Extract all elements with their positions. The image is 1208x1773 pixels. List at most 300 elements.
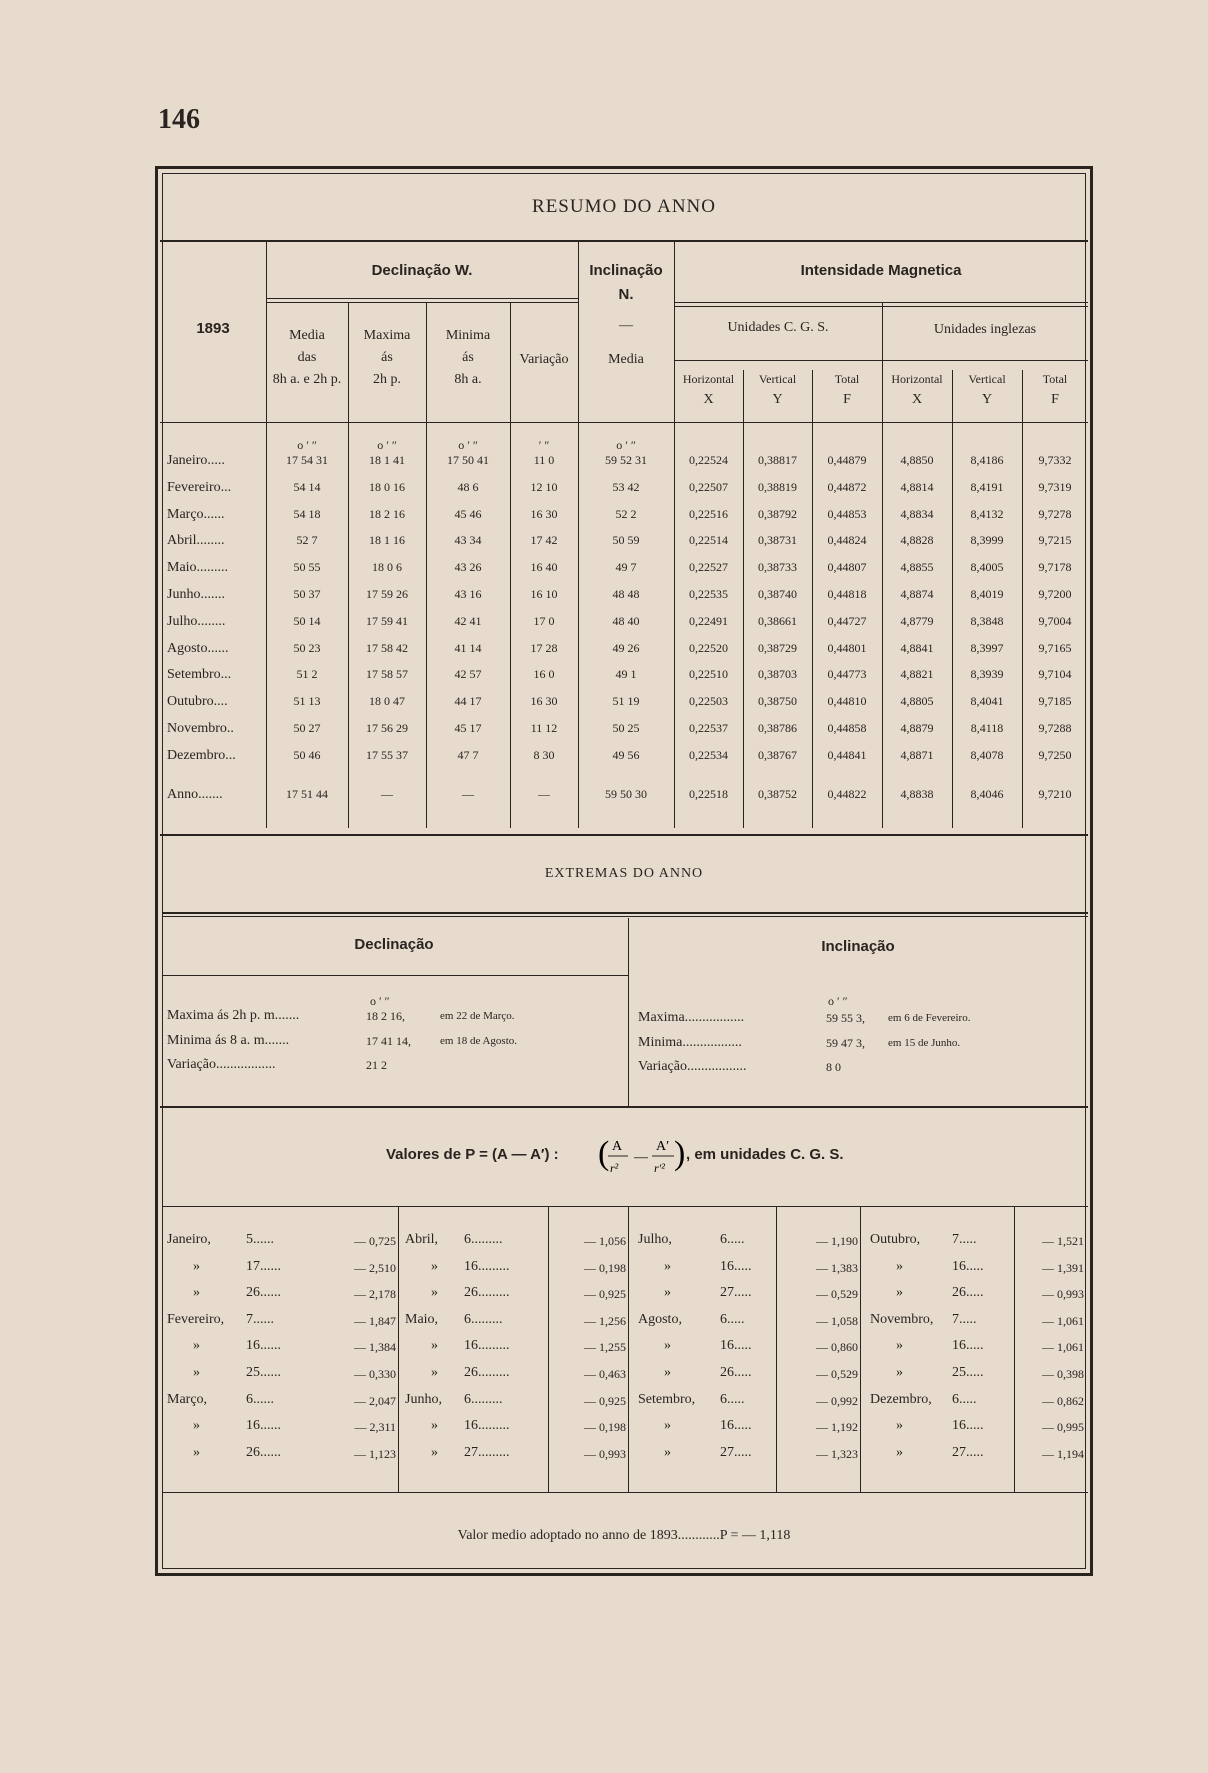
- cell-variacao: 16 0: [533, 667, 555, 682]
- extremas-decl-label: Minima ás 8 a. m.......: [167, 1032, 290, 1048]
- month-label: Junho.......: [167, 587, 225, 602]
- cell-cy: 0,38752: [758, 787, 797, 801]
- valores-value: — 1,847: [354, 1313, 396, 1328]
- valores-day: 6.....: [720, 1311, 745, 1327]
- table-row: [0, 748, 1208, 768]
- valores-value: — 1,056: [584, 1234, 626, 1248]
- sub-col-letter: F: [1051, 392, 1059, 407]
- cell-cx: 0,22491: [689, 613, 728, 628]
- cell-maxima: 17 59 26: [366, 587, 408, 601]
- cell-iy: 8,4186: [970, 453, 1004, 467]
- svg-text:A′: A′: [656, 1139, 670, 1154]
- valores-label: Janeiro,: [167, 1232, 211, 1247]
- cell-iy: 8,3999: [970, 533, 1004, 548]
- page-number: 146: [158, 104, 200, 135]
- col-maxima-2: ás: [381, 350, 393, 365]
- valores-label: Junho,: [405, 1391, 442, 1407]
- cell-incl: 49 7: [615, 560, 637, 575]
- month-label: Abril........: [167, 533, 225, 549]
- cell-minima: 43 34: [454, 533, 482, 548]
- cell-incl: 49 26: [612, 640, 640, 655]
- cell-minima: 47 7: [457, 747, 479, 762]
- cell-minima: 43 26: [454, 560, 482, 575]
- divider: [162, 1492, 1088, 1493]
- sub-col-letter: X: [911, 392, 923, 407]
- valores-day: 27.....: [720, 1285, 752, 1301]
- cell-cf: 0,44853: [827, 506, 867, 521]
- extremas-incl-label: Maxima.................: [638, 1010, 745, 1025]
- units-label: ′ ″: [538, 438, 550, 452]
- cell-ix: 4,8879: [900, 721, 934, 735]
- cell-incl: 59 50 30: [605, 787, 647, 801]
- col-divider: [1014, 1206, 1015, 1492]
- cell-maxima: 17 56 29: [366, 721, 408, 735]
- table-row: [0, 721, 1208, 741]
- cell-variacao: 17 28: [530, 640, 558, 655]
- valores-label: »: [193, 1444, 200, 1460]
- extremas-decl-note: em 22 de Março.: [440, 1010, 515, 1022]
- cell-maxima: 17 55 37: [366, 747, 408, 762]
- col-minima-1: Minima: [445, 328, 491, 343]
- valores-label: »: [431, 1285, 438, 1301]
- cell-ix: 4,8814: [900, 479, 934, 494]
- cell-cy: 0,38792: [758, 506, 797, 521]
- extremas-title: EXTREMAS DO ANNO: [544, 866, 704, 881]
- valores-value: — 2,510: [354, 1260, 396, 1275]
- cell-ix: 4,8850: [900, 453, 934, 467]
- cell-variacao: 8 30: [533, 747, 555, 762]
- divider: [674, 302, 1088, 303]
- valores-label: Outubro,: [870, 1232, 921, 1247]
- sub-col-name: Total: [1042, 372, 1068, 386]
- valores-day: 16.....: [952, 1338, 984, 1354]
- extremas-incl-note: em 15 de Junho.: [888, 1036, 961, 1049]
- valores-value: — 0,463: [584, 1367, 626, 1381]
- cell-cy: 0,38786: [758, 721, 797, 735]
- cell-cx: 0,22537: [689, 721, 728, 735]
- cell-media: 50 37: [293, 587, 321, 601]
- valores-value: — 1,391: [1042, 1260, 1084, 1275]
- resumo-title: RESUMO DO ANNO: [532, 196, 716, 217]
- valores-day: 26.....: [720, 1365, 752, 1380]
- valores-day: 16.....: [720, 1338, 752, 1354]
- cell-iy: 8,4005: [970, 560, 1004, 575]
- valores-value: — 1,521: [1042, 1234, 1084, 1248]
- valores-day: 16.........: [464, 1418, 510, 1434]
- valores-value: — 1,323: [816, 1446, 858, 1461]
- valores-day: 5......: [246, 1232, 274, 1247]
- units-label: o ′ ″: [616, 438, 636, 452]
- valores-label: »: [896, 1338, 903, 1354]
- valores-value: — 0,993: [584, 1446, 626, 1461]
- cell-ix: 4,8838: [900, 787, 934, 801]
- valores-day: 6.....: [952, 1391, 977, 1407]
- valores-day: 6.........: [464, 1311, 503, 1327]
- incl-units: o ′ ″: [828, 994, 848, 1008]
- divider: [160, 240, 1088, 242]
- valores-day: 26.........: [464, 1365, 510, 1380]
- cell-variacao: 16 30: [530, 506, 558, 521]
- month-label: Fevereiro...: [167, 479, 232, 495]
- valores-label: »: [664, 1258, 671, 1274]
- valores-day: 25.....: [952, 1365, 984, 1380]
- cell-minima: 45 46: [454, 506, 482, 521]
- valores-label: »: [896, 1285, 903, 1301]
- valores-label: »: [896, 1258, 903, 1274]
- valores-day: 7.....: [952, 1311, 977, 1327]
- valores-label: »: [896, 1444, 903, 1460]
- valores-label: Agosto,: [638, 1311, 682, 1327]
- cell-if: 9,7104: [1038, 667, 1072, 682]
- cell-minima: 42 57: [454, 667, 482, 682]
- cell-maxima: 17 58 57: [366, 667, 408, 682]
- month-label: Anno.......: [167, 787, 223, 802]
- extremas-decl-label: Maxima ás 2h p. m.......: [167, 1008, 300, 1023]
- col-maxima-3: 2h p.: [373, 372, 401, 387]
- cell-media: 17 51 44: [286, 787, 328, 801]
- cell-iy: 8,4191: [970, 479, 1004, 494]
- valores-value: — 1,061: [1042, 1313, 1084, 1328]
- month-label: Setembro...: [167, 667, 232, 683]
- valores-label: »: [664, 1444, 671, 1460]
- cell-iy: 8,4132: [970, 506, 1004, 521]
- cell-media: 51 2: [296, 667, 318, 682]
- svg-text:A: A: [612, 1139, 623, 1154]
- valores-label: Maio,: [405, 1311, 439, 1327]
- sub-col-name: Horizontal: [682, 372, 735, 386]
- valores-label: »: [896, 1418, 903, 1434]
- valores-value: — 0,529: [816, 1367, 858, 1381]
- sub-col-name: Total: [834, 372, 860, 386]
- valores-label: »: [431, 1444, 438, 1460]
- col-minima-3: 8h a.: [454, 372, 482, 387]
- cell-ix: 4,8874: [900, 587, 934, 601]
- month-label: Novembro..: [167, 721, 234, 736]
- cell-minima: 43 16: [454, 587, 482, 601]
- cell-cf: 0,44824: [827, 533, 867, 548]
- cell-incl: 50 59: [612, 533, 640, 548]
- ingl-label: Unidades inglezas: [933, 322, 1037, 337]
- valores-label: »: [664, 1365, 671, 1380]
- table-row-anno: [0, 787, 1208, 807]
- cell-cx: 0,22520: [689, 640, 728, 655]
- valores-day: 16......: [246, 1418, 281, 1434]
- inclinacao-header: Inclinação: [589, 262, 663, 279]
- cell-cx: 0,22534: [689, 747, 728, 762]
- valores-label: Julho,: [638, 1232, 672, 1247]
- cell-cy: 0,38819: [758, 479, 797, 494]
- cell-media: 54 18: [293, 506, 321, 521]
- valores-day: 7.....: [952, 1232, 977, 1247]
- valores-day: 26.....: [952, 1285, 984, 1301]
- divider: [266, 298, 578, 299]
- table-row: [0, 641, 1208, 661]
- valores-value: — 0,862: [1042, 1393, 1084, 1408]
- valores-value: — 1,383: [816, 1260, 858, 1275]
- divider: [162, 975, 628, 976]
- cell-incl: 49 1: [615, 667, 637, 682]
- incl-media: Media: [608, 352, 644, 367]
- valores-day: 16.........: [464, 1258, 510, 1274]
- sub-col-letter: Y: [981, 392, 993, 407]
- extremas-decl-value: 21 2: [366, 1058, 387, 1072]
- cell-media: 51 13: [293, 694, 321, 709]
- cell-cy: 0,38731: [758, 533, 797, 548]
- cgs-label: Unidades C. G. S.: [727, 320, 829, 335]
- valores-value: — 0,398: [1042, 1367, 1084, 1381]
- valores-day: 6.....: [720, 1232, 745, 1247]
- svg-text:—: —: [634, 1150, 648, 1165]
- valores-day: 6.....: [720, 1391, 745, 1407]
- cell-media: 50 14: [293, 613, 321, 628]
- cell-cf: 0,44773: [827, 667, 867, 682]
- extremas-declinacao-title: Declinação: [354, 936, 434, 953]
- cell-media: 50 23: [293, 640, 321, 655]
- valores-label: Dezembro,: [870, 1391, 932, 1407]
- cell-cy: 0,38729: [758, 640, 797, 655]
- valores-day: 26......: [246, 1285, 281, 1301]
- table-row: [0, 667, 1208, 687]
- valores-label: »: [664, 1285, 671, 1301]
- valores-value: — 2,178: [354, 1287, 396, 1302]
- cell-maxima: 18 2 16: [369, 506, 405, 521]
- cell-iy: 8,4046: [970, 787, 1004, 801]
- valores-value: — 0,529: [816, 1287, 858, 1302]
- sub-col-name: Horizontal: [891, 372, 943, 386]
- table-row: [0, 507, 1208, 527]
- valores-value: — 0,925: [584, 1287, 626, 1302]
- cell-cx: 0,22514: [689, 533, 728, 548]
- valores-day: 6......: [246, 1391, 274, 1407]
- valores-label: »: [193, 1418, 200, 1434]
- extremas-decl-value: 18 2 16,: [366, 1009, 405, 1023]
- valores-day: 16.....: [952, 1258, 984, 1274]
- cell-variacao: 16 30: [530, 694, 558, 709]
- extremas-incl-value: 59 47 3,: [826, 1035, 865, 1050]
- extremas-incl-value: 59 55 3,: [826, 1011, 865, 1025]
- formula: [596, 1132, 686, 1185]
- valores-label: »: [664, 1418, 671, 1434]
- sub-col-letter: F: [843, 392, 851, 407]
- divider: [160, 422, 1088, 423]
- valores-day: 26.........: [464, 1285, 510, 1301]
- cell-variacao: —: [538, 787, 550, 801]
- cell-if: 9,7185: [1038, 694, 1072, 709]
- valores-value: — 0,725: [354, 1234, 396, 1248]
- cell-iy: 8,3848: [970, 613, 1004, 628]
- cell-media: 50 55: [293, 560, 321, 575]
- cell-media: 52 7: [296, 533, 318, 548]
- valores-value: — 1,256: [584, 1313, 626, 1328]
- cell-cy: 0,38733: [758, 560, 797, 575]
- extremas-inclinacao-title: Inclinação: [821, 938, 895, 955]
- svg-text:(: (: [598, 1135, 610, 1172]
- month-label: Maio.........: [167, 560, 229, 576]
- valores-value: — 1,384: [354, 1340, 396, 1355]
- divider: [160, 1106, 1088, 1108]
- col-maxima-1: Maxima: [363, 328, 411, 343]
- divider: [162, 916, 1088, 917]
- sub-col-letter: Y: [772, 392, 783, 407]
- cell-cy: 0,38661: [758, 613, 797, 628]
- cell-ix: 4,8779: [900, 613, 934, 628]
- cell-cf: 0,44727: [827, 613, 867, 628]
- cell-incl: 53 42: [612, 479, 640, 494]
- col-variacao: Variação: [519, 352, 569, 367]
- cell-minima: 44 17: [454, 694, 482, 709]
- cell-cx: 0,22535: [689, 587, 728, 601]
- valores-day: 6.........: [464, 1232, 503, 1247]
- cell-minima: 17 50 41: [447, 453, 489, 467]
- valor-medio-footer: Valor medio adoptado no anno de 1893............P = — 1,118: [457, 1528, 791, 1543]
- cell-iy: 8,4078: [970, 747, 1004, 762]
- sub-col-name: Vertical: [968, 372, 1006, 386]
- cell-minima: 45 17: [454, 721, 482, 735]
- cell-cf: 0,44810: [827, 694, 867, 709]
- month-label: Dezembro...: [167, 747, 236, 763]
- table-row: [0, 587, 1208, 607]
- col-media-2: das: [297, 350, 317, 365]
- cell-cf: 0,44807: [827, 560, 867, 575]
- cell-if: 9,7250: [1038, 747, 1072, 762]
- cell-incl: 48 48: [612, 587, 640, 601]
- col-divider: [628, 1206, 629, 1492]
- incl-dash: —: [619, 318, 633, 333]
- cell-minima: 48 6: [457, 479, 479, 494]
- cell-cx: 0,22503: [689, 694, 728, 709]
- valores-day: 25......: [246, 1365, 281, 1380]
- divider: [674, 360, 1088, 361]
- table-row: [0, 480, 1208, 500]
- cell-ix: 4,8821: [900, 667, 934, 682]
- month-label: Julho........: [167, 613, 226, 629]
- valores-day: 16.....: [720, 1258, 752, 1274]
- table-row: [0, 694, 1208, 714]
- valores-label: »: [193, 1365, 200, 1380]
- divider: [674, 306, 1088, 307]
- cell-if: 9,7200: [1038, 587, 1072, 601]
- cell-cf: 0,44822: [827, 787, 867, 801]
- units-label: o ′ ″: [458, 438, 478, 452]
- cell-cf: 0,44858: [827, 721, 867, 735]
- cell-cx: 0,22527: [689, 560, 728, 575]
- valores-label: Fevereiro,: [167, 1311, 225, 1327]
- valores-day: 6.........: [464, 1391, 503, 1407]
- cell-cf: 0,44841: [827, 747, 867, 762]
- extremas-incl-label: Minima.................: [638, 1034, 742, 1050]
- units-label: o ′ ″: [297, 438, 317, 452]
- valores-day: 27.........: [464, 1444, 510, 1460]
- cell-variacao: 11 12: [530, 721, 558, 735]
- cell-if: 9,7210: [1038, 787, 1072, 801]
- month-label: Agosto......: [167, 640, 229, 656]
- valores-value: — 0,992: [816, 1393, 858, 1408]
- declinacao-header: Declinação W.: [371, 262, 473, 279]
- valores-value: — 0,198: [584, 1420, 626, 1435]
- cell-if: 9,7178: [1038, 560, 1072, 575]
- valores-day: 7......: [246, 1311, 274, 1327]
- cell-ix: 4,8855: [900, 560, 934, 575]
- valores-value: — 1,061: [1042, 1340, 1084, 1355]
- cell-iy: 8,3997: [970, 640, 1004, 655]
- extremas-decl-value: 17 41 14,: [366, 1033, 411, 1048]
- valores-label: »: [431, 1338, 438, 1354]
- table-row: [0, 453, 1208, 473]
- cell-if: 9,7165: [1038, 640, 1072, 655]
- cell-media: 54 14: [293, 479, 321, 494]
- month-label: Outubro....: [167, 694, 228, 710]
- valores-day: 16.....: [720, 1418, 752, 1434]
- divider: [162, 912, 1088, 914]
- cell-if: 9,7332: [1038, 453, 1072, 467]
- cell-variacao: 12 10: [530, 479, 558, 494]
- cell-incl: 59 52 31: [605, 453, 647, 467]
- intensidade-header: Intensidade Magnetica: [800, 262, 962, 279]
- cell-if: 9,7288: [1038, 721, 1072, 735]
- year-label: 1893: [196, 320, 230, 337]
- valores-value: — 1,123: [354, 1446, 396, 1461]
- valores-label: Setembro,: [638, 1391, 696, 1407]
- valores-label: »: [431, 1418, 438, 1434]
- valores-value: — 0,993: [1042, 1287, 1084, 1302]
- extremas-incl-value: 8 0: [826, 1060, 841, 1074]
- valores-label: »: [431, 1258, 438, 1274]
- cell-ix: 4,8828: [900, 533, 934, 548]
- cell-maxima: 18 1 16: [369, 533, 405, 548]
- formula-fraction-graphic: [596, 1132, 686, 1180]
- valores-value: — 0,330: [354, 1367, 396, 1381]
- cell-cy: 0,38767: [758, 747, 797, 762]
- table-row: [0, 614, 1208, 634]
- cell-maxima: 17 59 41: [366, 613, 408, 628]
- cell-variacao: 11 0: [533, 453, 555, 467]
- divider: [266, 302, 578, 303]
- cell-cx: 0,22510: [689, 667, 728, 682]
- cell-iy: 8,4019: [970, 587, 1004, 601]
- svg-text:r′²: r′²: [654, 1161, 665, 1175]
- cell-maxima: 18 1 41: [369, 453, 405, 467]
- cell-if: 9,7215: [1038, 533, 1072, 548]
- cell-ix: 4,8834: [900, 506, 934, 521]
- cell-cx: 0,22516: [689, 506, 728, 521]
- cell-minima: 42 41: [454, 613, 482, 628]
- valores-day: 16.....: [952, 1418, 984, 1434]
- cell-variacao: 16 40: [530, 560, 558, 575]
- valores-value: — 0,198: [584, 1260, 626, 1275]
- month-label: Março......: [167, 506, 225, 522]
- cell-cx: 0,22524: [689, 453, 728, 467]
- divider: [160, 834, 1088, 836]
- cell-variacao: 16 10: [530, 587, 558, 601]
- cell-iy: 8,3939: [970, 667, 1004, 682]
- cell-ix: 4,8871: [900, 747, 934, 762]
- cell-maxima: 17 58 42: [366, 640, 408, 655]
- cell-media: 50 46: [293, 747, 321, 762]
- decl-units: o ′ ″: [370, 994, 390, 1008]
- cell-cf: 0,44879: [827, 453, 867, 467]
- cell-cy: 0,38817: [758, 453, 797, 467]
- valores-value: — 2,311: [354, 1420, 396, 1435]
- cell-cy: 0,38750: [758, 694, 797, 709]
- cell-incl: 52 2: [615, 506, 637, 521]
- cell-maxima: —: [381, 787, 393, 801]
- valores-label: »: [193, 1285, 200, 1301]
- valores-label: »: [431, 1365, 438, 1380]
- cell-cf: 0,44818: [827, 587, 867, 601]
- valores-day: 27.....: [720, 1444, 752, 1460]
- cell-if: 9,7319: [1038, 479, 1072, 494]
- valores-day: 16......: [246, 1338, 281, 1354]
